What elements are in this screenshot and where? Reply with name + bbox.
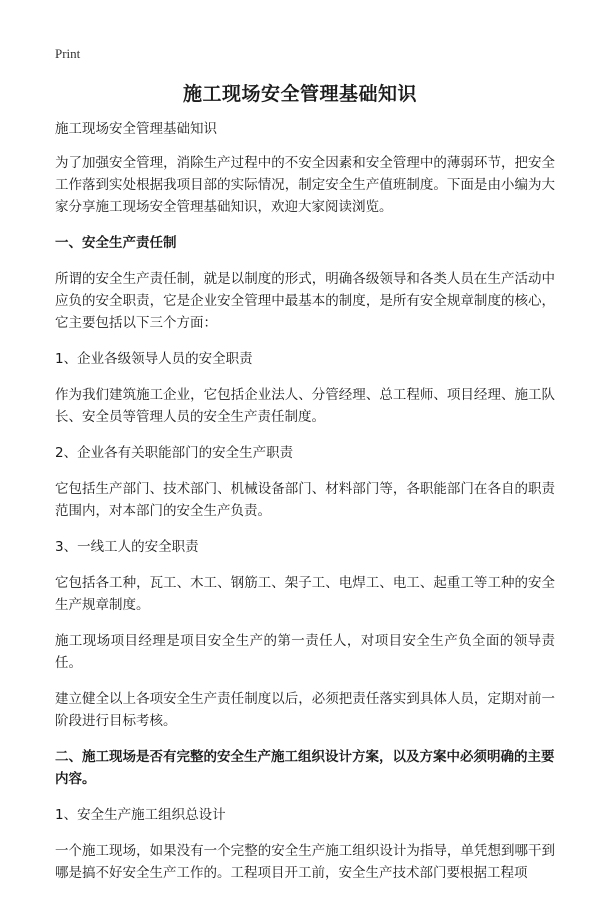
document-body	[55, 118, 555, 898]
section-2-item-1-body: 一个施工现场，如果没有一个完整的安全生产施工组织设计为指导，单凭想到哪干到哪是搞不好安全生产工作的。工程项目开工前，安全生产技术部门要根据工程项	[55, 843, 555, 881]
section-1-item-1-title: 1、企业各级领导人员的安全职责	[55, 351, 253, 367]
section-1-item-2-title: 2、企业各有关职能部门的安全生产职责	[55, 445, 294, 461]
section-1-item-3-title: 3、一线工人的安全职责	[55, 539, 199, 555]
section-2-item-1-title: 1、安全生产施工组织总设计	[55, 807, 226, 823]
section-2-heading: 二、施工现场是否有完整的安全生产施工组织设计方案，以及方案中必须明确的主要内容。	[55, 749, 555, 787]
section-1-item-2-body: 它包括生产部门、技术部门、机械设备部门、材料部门等，各职能部门在各自的职责范围内，对本部门的安全生产负责。	[55, 481, 555, 519]
intro-paragraph: 为了加强安全管理，消除生产过程中的不安全因素和安全管理中的薄弱环节，把安全工作落到实处根据我项目部的实际情况，制定安全生产值班制度。下面是由小编为大家分享施工现场安全管理基础知识，欢迎大家阅读浏览。	[55, 155, 555, 215]
section-1-item-3-body: 它包括各工种，瓦工、木工、钢筋工、架子工、电焊工、电工、起重工等工种的安全生产规章制度。	[55, 575, 555, 613]
document-subtitle: 施工现场安全管理基础知识	[55, 121, 217, 137]
section-1-heading: 一、安全生产责任制	[55, 235, 177, 251]
implementation-paragraph: 建立健全以上各项安全生产责任制度以后，必须把责任落实到具体人员，定期对前一阶段进行目标考核。	[55, 691, 555, 729]
print-label: Print	[55, 46, 81, 61]
section-1-item-1-body: 作为我们建筑施工企业，它包括企业法人、分管经理、总工程师、项目经理、施工队长、安全员等管理人员的安全生产责任制度。	[55, 387, 555, 425]
section-1-intro: 所谓的安全生产责任制，就是以制度的形式，明确各级领导和各类人员在生产活动中应负的安全职责，它是企业安全管理中最基本的制度，是所有安全规章制度的核心，它主要包括以下三个方面：	[55, 271, 555, 331]
document-title: 施工现场安全管理基础知识	[182, 83, 417, 105]
project-manager-paragraph: 施工现场项目经理是项目安全生产的第一责任人，对项目安全生产负全面的领导责任。	[55, 633, 555, 671]
